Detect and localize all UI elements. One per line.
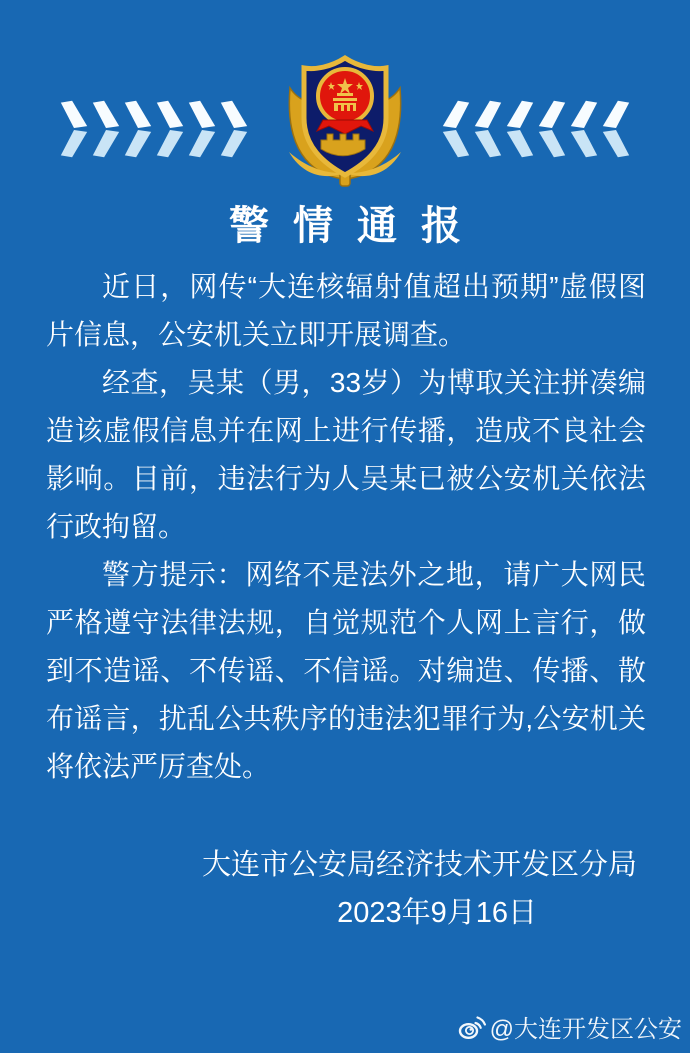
issue-date: 2023年9月16日 bbox=[337, 897, 537, 929]
chevron-left-icon bbox=[504, 99, 536, 159]
notice-paragraph: 经查，吴某（男，33岁）为博取关注拼凑编造该虚假信息并在网上进行传播，造成不良社会影响。目前，违法行为人吴某已被公安机关依法行政拘留。 bbox=[46, 367, 646, 542]
chevron-right-icon bbox=[90, 99, 122, 159]
chevron-right-icon bbox=[154, 99, 186, 159]
chevron-left-icon bbox=[472, 99, 504, 159]
chevron-left-icon bbox=[440, 99, 472, 159]
weibo-handle: @大连开发区公安 bbox=[489, 1016, 682, 1043]
chevron-right-icon bbox=[186, 99, 218, 159]
weibo-icon bbox=[458, 1013, 486, 1041]
weibo-watermark bbox=[458, 1009, 682, 1044]
notice-paragraph: 警方提示：网络不是法外之地，请广大网民严格遵守法律法规，自觉规范个人网上言行，做到不造谣、不传谣、不信谣。对编造、传播、散布谣言，扰乱公共秩序的违法犯罪行为,公安机关将依法严厉查处。 bbox=[46, 559, 646, 782]
chevron-right-icon bbox=[122, 99, 154, 159]
chevron-right-icon bbox=[58, 99, 90, 159]
chevron-right-icon bbox=[218, 99, 250, 159]
chevron-left-icon bbox=[536, 99, 568, 159]
notice-paragraph: 近日，网传“大连核辐射值超出预期”虚假图片信息，公安机关立即开展调查。 bbox=[46, 271, 646, 350]
issuing-authority: 大连市公安局经济技术开发区分局 bbox=[201, 849, 637, 881]
left-chevrons-decoration bbox=[58, 99, 250, 159]
chevron-left-icon bbox=[600, 99, 632, 159]
police-badge-icon bbox=[279, 46, 411, 188]
right-chevrons-decoration bbox=[440, 99, 632, 159]
notice-body bbox=[46, 263, 646, 791]
notice-title: 警情通报 bbox=[229, 204, 485, 248]
chevron-left-icon bbox=[568, 99, 600, 159]
